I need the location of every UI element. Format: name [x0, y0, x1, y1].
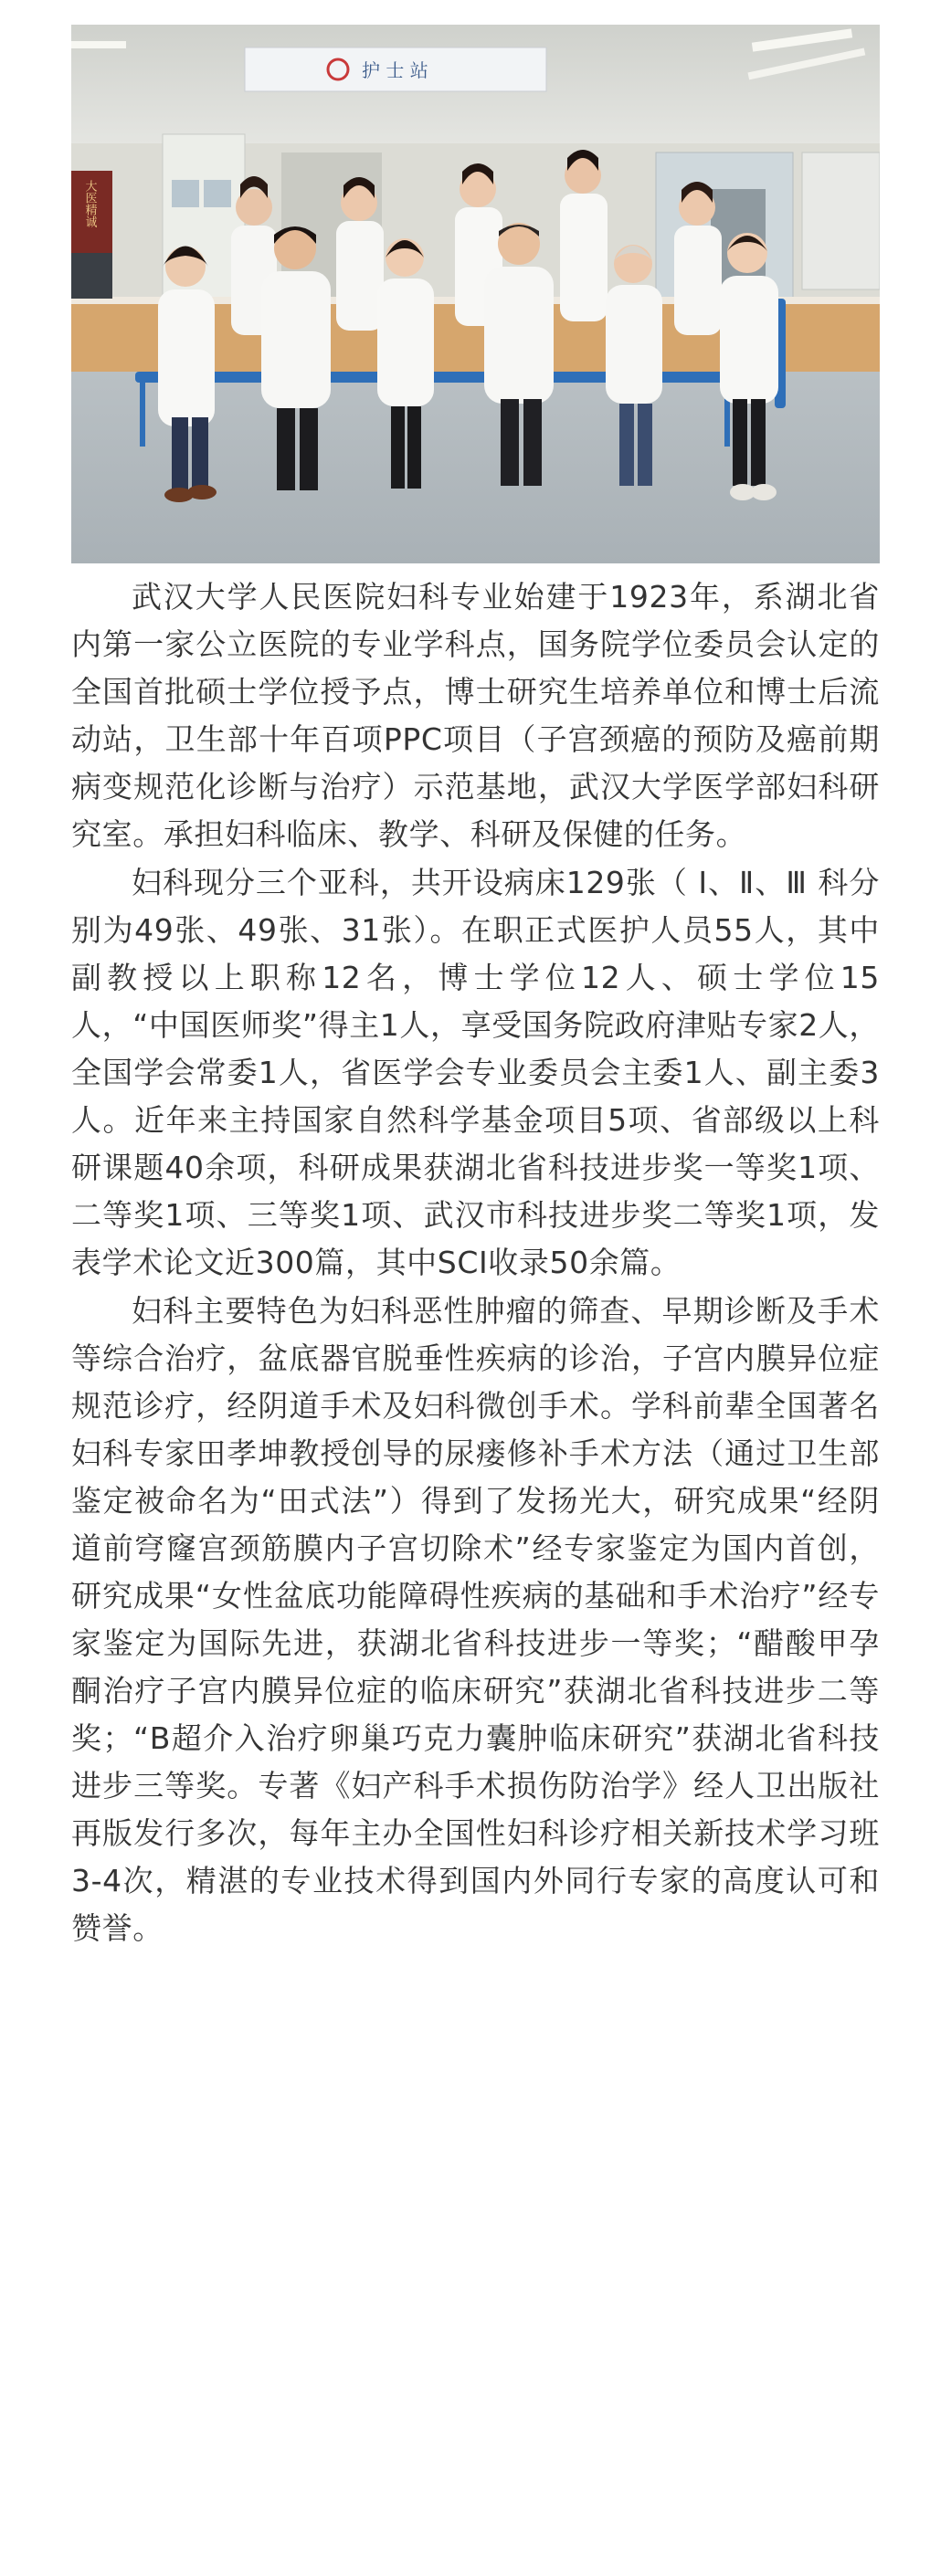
team-photo — [71, 25, 880, 563]
poster-text: 大医精诚 — [82, 180, 97, 227]
team-photo-illustration — [71, 25, 880, 563]
paragraph-staffing: 妇科现分三个亚科，共开设病床129张（ Ⅰ、Ⅱ、Ⅲ 科分别为49张、49张、31张）。在职正式医护人员55人，其中副教授以上职称12名，博士学位12人、硕士学位15人，“中国医师奖”得主1人，享受国务院政府津贴专家2人，全国学会常委1人，省医学会专业委员会主委1人、副主委3人。近年来主持国家自然科学基金项目5项、省部级以上科研课题40余项，科研成果获湖北省科技进步奖一等奖1项、二等奖1项、三等奖1项、武汉市科技进步奖二等奖1项，发表学术论文近300篇，其中SCI收录50余篇。 — [71, 865, 880, 1280]
paragraph-specialties: 妇科主要特色为妇科恶性肿瘤的筛查、早期诊断及手术等综合治疗，盆底器官脱垂性疾病的诊治，子宫内膜异位症规范诊疗，经阴道手术及妇科微创手术。学科前辈全国著名妇科专家田孝坤教授创导的尿瘘修补手术方法（通过卫生部鉴定被命名为“田式法”）得到了发扬光大，研究成果“经阴道前穹窿宫颈筋膜内子宫切除术”经专家鉴定为国内首创，研究成果“女性盆底功能障碍性疾病的基础和手术治疗”经专家鉴定为国际先进，获湖北省科技进步一等奖；“醋酸甲孕酮治疗子宫内膜异位症的临床研究”获湖北省科技进步二等奖；“B超介入治疗卵巢巧克力囊肿临床研究”获湖北省科技进步三等奖。专著《妇产科手术损伤防治学》经人卫出版社再版发行多次，每年主办全国性妇科诊疗相关新技术学习班3-4次，精湛的专业技术得到国内外同行专家的高度认可和赞誉。 — [71, 1293, 880, 1946]
article-body — [71, 573, 880, 1953]
paragraph-history: 武汉大学人民医院妇科专业始建于1923年，系湖北省内第一家公立医院的专业学科点，国务院学位委员会认定的全国首批硕士学位授予点，博士研究生培养单位和博士后流动站，卫生部十年百项PPC项目（子宫颈癌的预防及癌前期病变规范化诊断与治疗）示范基地，武汉大学医学部妇科研究室。承担妇科临床、教学、科研及保健的任务。 — [71, 579, 880, 852]
sign-text: 护 士 站 — [362, 59, 428, 81]
